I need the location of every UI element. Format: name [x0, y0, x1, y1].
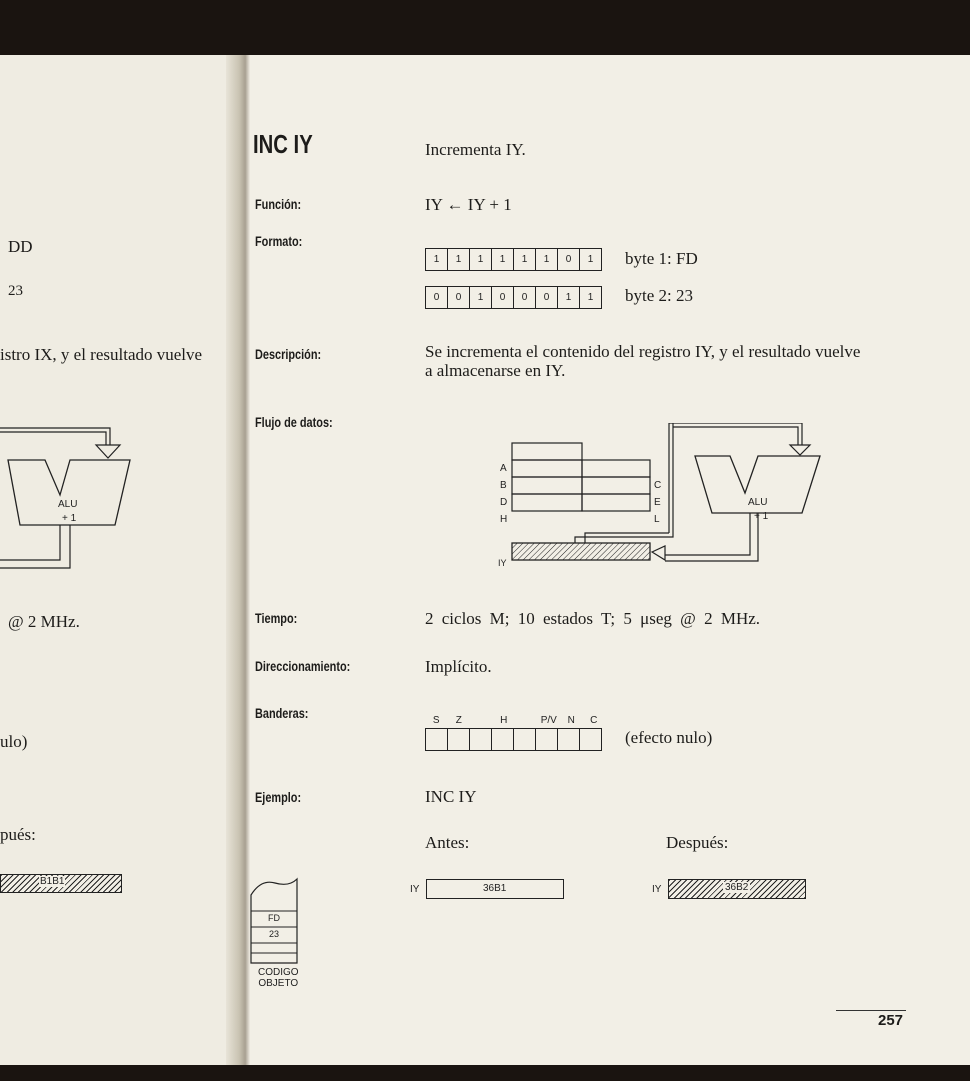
label-flujo: Flujo de datos: — [255, 414, 333, 430]
reg-label-b: B — [500, 480, 507, 491]
label-formato: Formato: — [255, 233, 303, 249]
left-flow-diagram — [0, 420, 140, 575]
label-direccionamiento: Direccionamiento: — [255, 658, 351, 674]
reg-label-iy: IY — [498, 558, 507, 568]
descripcion-line1: Se incrementa el contenido del registro IY, y el resultado vuelve — [425, 342, 861, 361]
left-despues: pués: — [0, 825, 36, 844]
bit: 1 — [426, 249, 448, 270]
banderas-note: (efecto nulo) — [625, 728, 713, 747]
direccionamiento-text: Implícito. — [425, 657, 492, 676]
flag-box — [580, 729, 601, 750]
reg-iy — [512, 543, 650, 560]
bit: 0 — [448, 287, 470, 308]
codigo-label-line2: OBJETO — [258, 978, 299, 989]
bit: 0 — [492, 287, 514, 308]
reg-right-labels — [654, 477, 661, 528]
despues-value: 36B2 — [725, 882, 749, 893]
flag-box — [536, 729, 558, 750]
reg-label-c: C — [654, 480, 662, 491]
flag-n: N — [567, 715, 575, 726]
funcion-expression: IY ← IY + 1 — [425, 195, 512, 214]
left-nulo: ulo) — [0, 732, 28, 751]
flag-unused2 — [515, 715, 538, 726]
instruction-summary: Incrementa IY. — [425, 140, 526, 159]
instruction-title: INC IY — [253, 129, 313, 159]
ejemplo-instruction: INC IY — [425, 787, 477, 806]
alu-plus1-label: + 1 — [754, 511, 769, 522]
left-dd: DD — [8, 237, 33, 256]
reg-left-labels — [500, 460, 507, 528]
descripcion-text — [425, 342, 860, 380]
flag-box — [492, 729, 514, 750]
reg-label-d: D — [500, 497, 508, 508]
left-register-box — [0, 874, 122, 893]
bit: 0 — [558, 249, 580, 270]
codigo-objeto-label — [258, 967, 299, 989]
reg-label-l: L — [654, 514, 660, 525]
codigo-label-line1: CODIGO — [258, 967, 299, 978]
flag-box — [448, 729, 470, 750]
bit: 0 — [536, 287, 558, 308]
label-ejemplo: Ejemplo: — [255, 789, 302, 805]
flag-boxes — [425, 728, 602, 751]
descripcion-line2: a almacenarse en IY. — [425, 361, 566, 380]
bit: 1 — [470, 287, 492, 308]
reg-label-e: E — [654, 497, 661, 508]
bit: 1 — [448, 249, 470, 270]
page-number-rule — [836, 1010, 906, 1011]
left-23: 23 — [8, 283, 23, 299]
reg-b — [512, 460, 582, 477]
bit: 1 — [558, 287, 580, 308]
left-description-fragment: istro IX, y el resultado vuelve — [0, 345, 203, 364]
label-tiempo: Tiempo: — [255, 610, 298, 626]
flag-unused1 — [470, 715, 493, 726]
label-banderas: Banderas: — [255, 705, 309, 721]
flag-c: C — [590, 715, 598, 726]
flag-z: Z — [455, 715, 462, 726]
flag-box — [514, 729, 536, 750]
antes-register — [426, 879, 564, 899]
flag-pv: P/V — [540, 715, 557, 726]
byte1-label: byte 1: FD — [625, 249, 698, 268]
byte1-bits — [425, 248, 602, 271]
byte2-label: byte 2: 23 — [625, 286, 693, 305]
flag-s: S — [432, 715, 440, 726]
ejemplo-antes-label: Antes: — [425, 833, 470, 852]
flag-box — [470, 729, 492, 750]
bit: 1 — [492, 249, 514, 270]
antes-value: 36B1 — [483, 883, 507, 894]
reg-a — [512, 443, 582, 460]
bit: 1 — [587, 254, 594, 265]
flag-box — [426, 729, 448, 750]
antes-reg-label: IY — [410, 884, 420, 895]
despues-register — [668, 879, 806, 899]
tiempo-text: 2 ciclos M; 10 estados T; 5 μseg @ 2 MHz. — [425, 609, 761, 628]
reg-e — [582, 477, 650, 494]
flag-names — [425, 715, 605, 726]
page-number: 257 — [878, 1012, 904, 1029]
reg-label-h: H — [500, 514, 508, 525]
left-register-value: B1B1 — [40, 876, 65, 887]
left-mhz: @ 2 MHz. — [8, 612, 80, 631]
left-plus1-label: + 1 — [62, 513, 77, 524]
flag-box — [558, 729, 580, 750]
bit: 1 — [470, 249, 492, 270]
alu-label: ALU — [748, 497, 768, 508]
reg-h — [512, 494, 582, 511]
reg-l — [582, 494, 650, 511]
label-descripcion: Descripción: — [255, 346, 322, 362]
byte2-bits — [425, 286, 602, 309]
reg-d — [512, 477, 582, 494]
left-page — [0, 55, 238, 1065]
book-spread — [0, 55, 970, 1065]
despues-reg-label: IY — [652, 884, 662, 895]
gutter-shadow — [226, 55, 250, 1065]
bit: 1 — [536, 249, 558, 270]
ejemplo-despues-label: Después: — [666, 833, 729, 852]
codigo-byte-2: 23 — [269, 929, 280, 939]
reg-label-a: A — [500, 463, 507, 474]
label-funcion: Función: — [255, 196, 302, 212]
bit: 0 — [514, 287, 536, 308]
bit: 1 — [514, 249, 536, 270]
left-alu-label: ALU — [58, 499, 78, 510]
flag-h: H — [500, 715, 508, 726]
codigo-byte-1: FD — [268, 913, 280, 923]
reg-c — [582, 460, 650, 477]
bit: 1 — [587, 292, 594, 303]
bit: 0 — [426, 287, 448, 308]
